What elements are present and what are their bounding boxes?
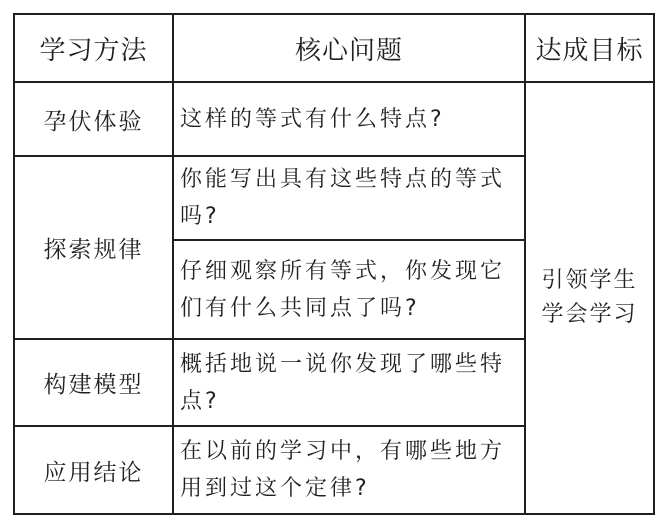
question-cell [173,426,525,514]
question-text: 这样的等式有什么特点? [180,106,445,132]
table-row [14,82,654,156]
question-cell [173,156,525,240]
question-cell [173,240,525,339]
header-target-goal: 达成目标 [525,14,654,82]
method-cell: 应用结论 [14,426,173,514]
header-core-question: 核心问题 [173,14,525,82]
goal-line-2: 学会学习 [541,302,638,327]
learning-method-table [13,13,655,515]
question-text: 概括地说一说你发现了哪些特点? [180,351,506,414]
table-header-row [14,14,654,82]
header-learning-method: 学习方法 [14,14,173,82]
goal-line-1: 引领学生 [541,268,638,293]
method-cell: 探索规律 [14,156,173,339]
question-cell [173,339,525,426]
method-cell: 构建模型 [14,339,173,426]
method-cell: 孕伏体验 [14,82,173,156]
question-cell [173,82,525,156]
question-text: 在以前的学习中，有哪些地方用到过这个定律? [180,439,506,501]
question-text: 仔细观察所有等式，你发现它们有什么共同点了吗? [180,258,506,321]
question-text: 你能写出具有这些特点的等式吗? [180,167,506,229]
goal-cell [525,82,654,514]
